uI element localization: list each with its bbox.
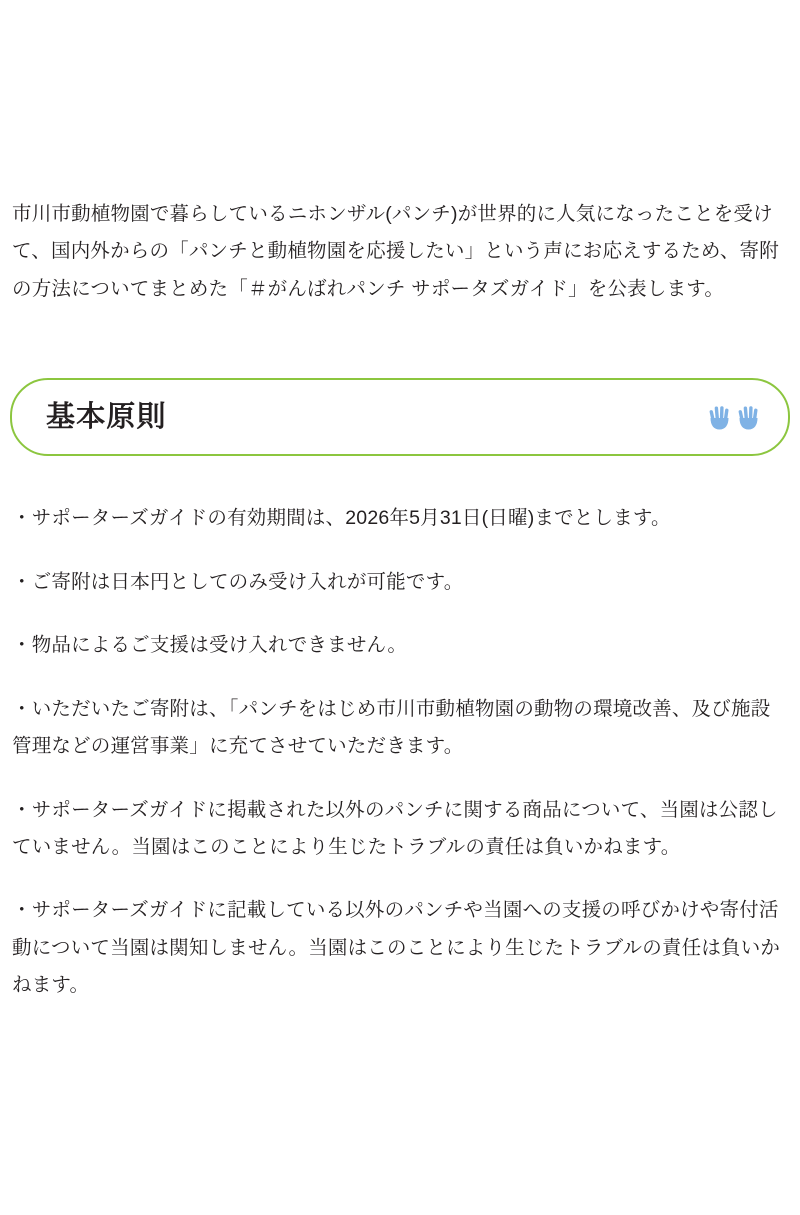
list-item: ・ご寄附は日本円としてのみ受け入れが可能です。 (12, 570, 464, 593)
list-item: ・サポーターズガイドに記載している以外のパンチや当園への支援の呼びかけや寄付活動について当園は関知しません。当園はこのことにより生じたトラブルの責任は負いかねます。 (12, 899, 781, 997)
basic-principles-list (10, 500, 790, 1004)
raised-hands-icon (709, 404, 760, 430)
list-item: ・サポーターズガイドに掲載された以外のパンチに関する商品について、当園は公認していません。当園はこのことにより生じたトラブルの責任は負いかねます。 (12, 798, 778, 858)
section-heading: 基本原則 (46, 400, 167, 433)
list-item: ・物品によるご支援は受け入れできません。 (12, 634, 408, 657)
intro-paragraph: 市川市動植物園で暮らしているニホンザル(パンチ)が世界的に人気になったことを受けて、国内外からの「パンチと動植物園を応援したい」という声にお応えするため、寄附の方法についてまとめた「＃がんばれパンチ サポータズガイド」を公表します。 (12, 203, 779, 300)
list-item: ・サポーターズガイドの有効期間は、2026年5月31日(日曜)までとします。 (12, 507, 671, 530)
list-item: ・いただいたご寄附は、「パンチをはじめ市川市動植物園の動物の環境改善、及び施設管理などの運営事業」に充てさせていただきます。 (12, 697, 771, 758)
basic-principles-heading-box (10, 378, 790, 456)
bottom-spacer (10, 1005, 790, 1215)
top-spacer (10, 0, 790, 196)
